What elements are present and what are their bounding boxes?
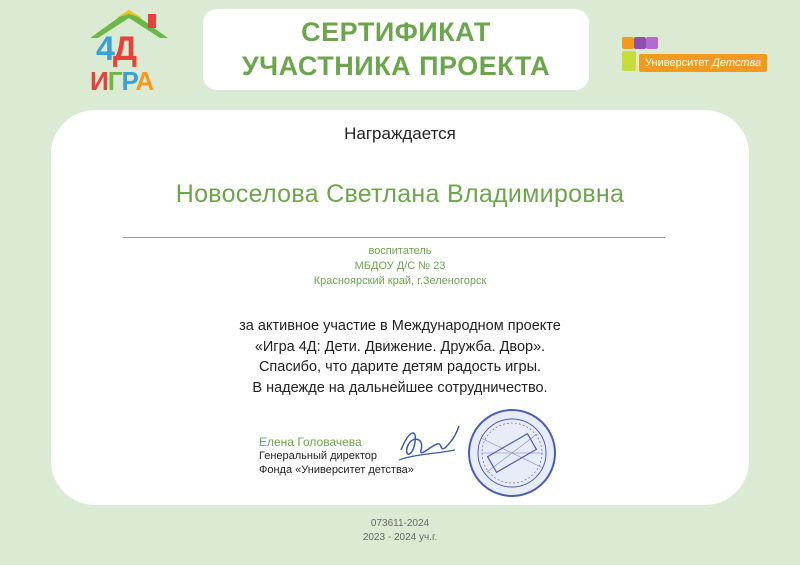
recipient-details — [51, 244, 749, 289]
logo-igra-text: ИГРА — [90, 66, 154, 96]
certificate-footer — [0, 517, 800, 545]
certificate-number: 073611-2024 — [370, 518, 430, 529]
puzzle-icon — [646, 37, 658, 49]
award-text-line: Спасибо, что дарите детям радость игры. — [258, 359, 542, 375]
award-text-line: за активное участие в Международном проекте — [239, 318, 561, 334]
certificate-card — [51, 110, 749, 505]
recipient-position: воспитатель — [368, 245, 432, 257]
puzzle-icon — [634, 37, 646, 49]
partner-logo-badge: Университет Детства — [639, 54, 767, 72]
certificate-title-box — [203, 9, 589, 90]
handwritten-signature — [395, 420, 463, 468]
recipient-location: Красноярский край, г.Зеленогорск — [313, 275, 487, 287]
universitet-detstva-logo — [622, 35, 774, 75]
certificate-subtitle: УЧАСТНИКА ПРОЕКТА — [241, 51, 551, 81]
award-text — [51, 316, 749, 398]
puzzle-icon — [622, 51, 636, 71]
recipient-name: Новоселова Светлана Владимировна — [175, 180, 625, 208]
signatory-title: Генеральный директор — [259, 450, 377, 462]
award-text-line: В надежде на дальнейшее сотрудничество. — [252, 379, 548, 396]
official-stamp — [467, 408, 557, 498]
signatory-block — [259, 435, 414, 477]
signatory-name: Елена Головачева — [259, 435, 362, 449]
puzzle-icon — [622, 37, 634, 49]
divider — [123, 237, 665, 238]
recipient-organization: МБДОУ Д/С № 23 — [354, 260, 446, 272]
igra-4d-logo — [86, 8, 172, 96]
academic-year: 2023 - 2024 уч.г. — [362, 532, 438, 543]
awarded-label: Награждается — [344, 124, 456, 143]
logo-4d-text: 4Д — [96, 30, 136, 68]
award-text-line: «Игра 4Д: Дети. Движение. Дружба. Двор». — [254, 338, 546, 355]
signatory-org: Фонда «Университет детства» — [259, 464, 414, 476]
certificate-title: СЕРТИФИКАТ — [301, 17, 491, 47]
